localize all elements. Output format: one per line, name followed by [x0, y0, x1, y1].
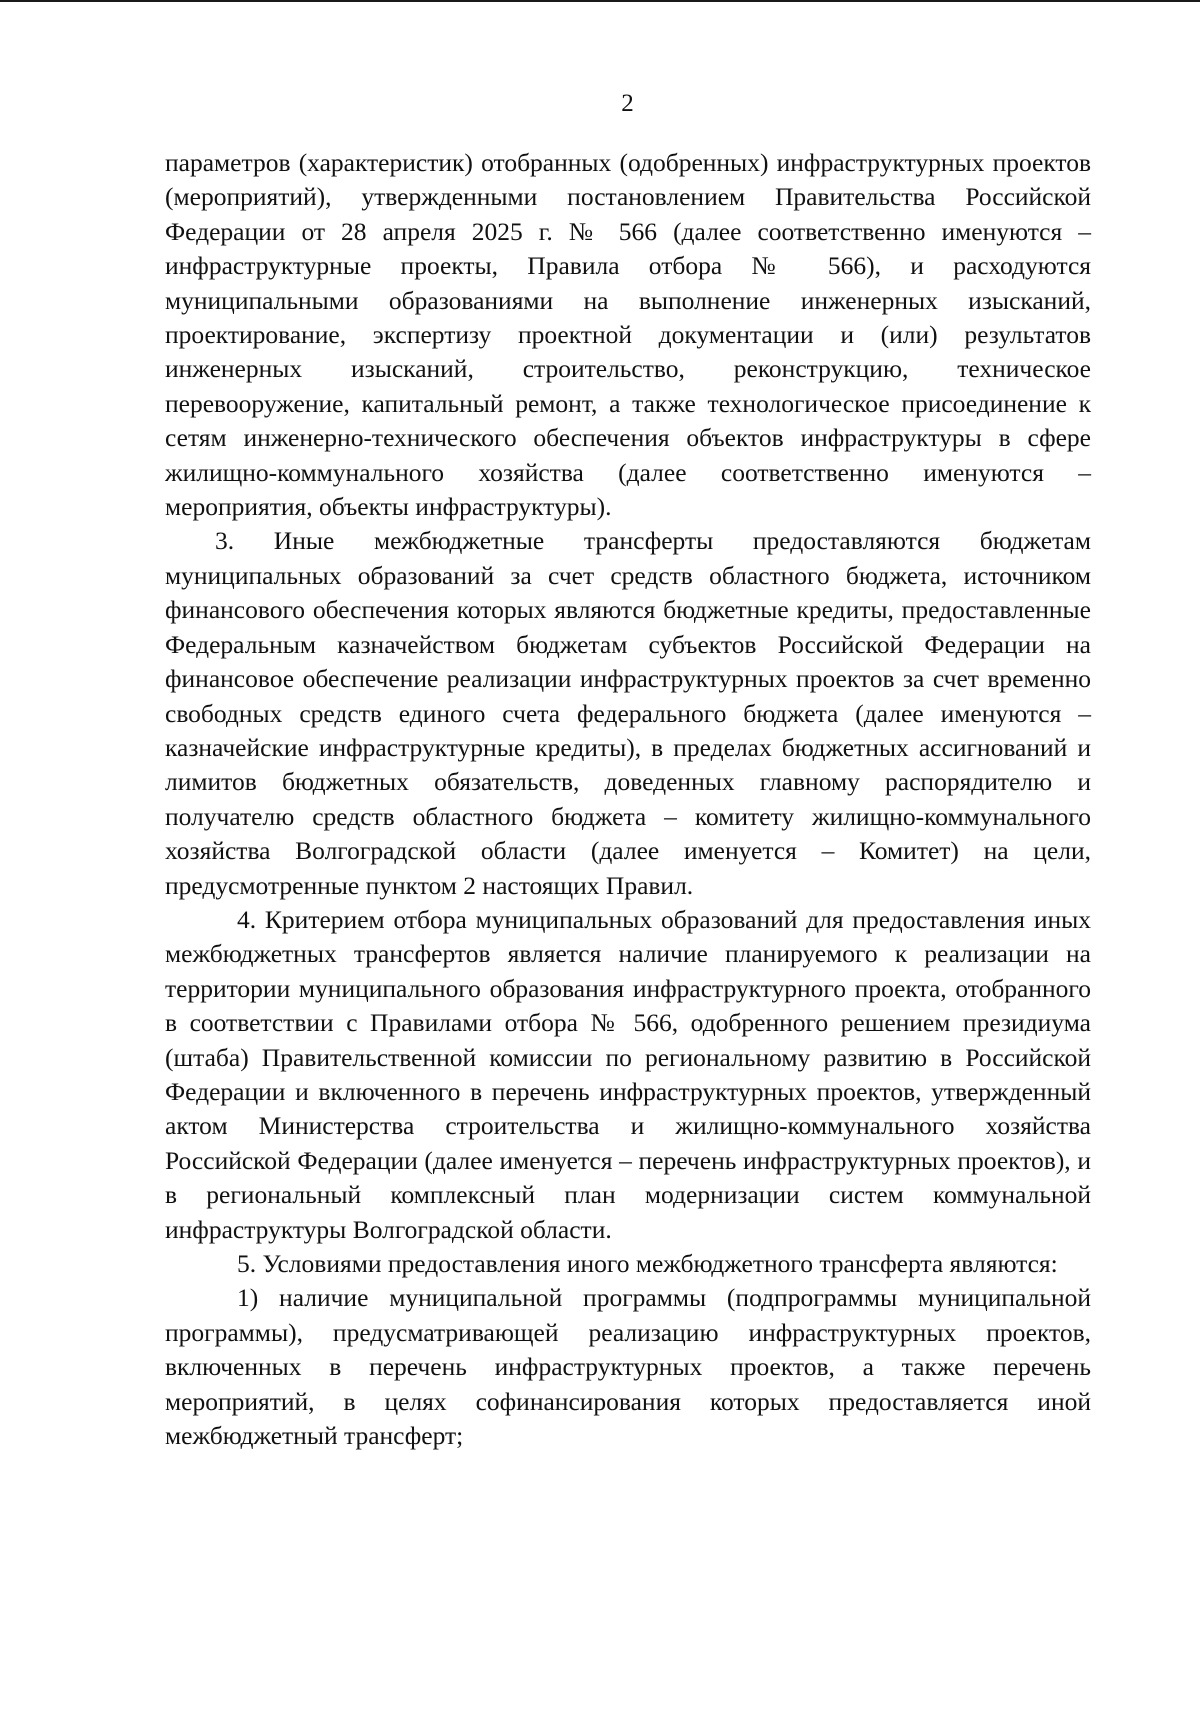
- paragraph-item-4: 4. Критерием отбора муниципальных образований для предоставления иных межбюджетных трансфертов является наличие планируемого к реализации на территории муниципального образования инфраструктурного проекта, отобранного в соответствии с Правилами отбора № 566, одобренного решением президиума (штаба) Правительственной комиссии по региональному развитию в Российской Федерации и включенного в перечень инфраструктурных проектов, утвержденный актом Министерства строительства и жилищно-коммунального хозяйства Российской Федерации (далее именуется – перечень инфраструктурных проектов), и в региональный комплексный план модернизации систем коммунальной инфраструктуры Волгоградской области.: [165, 904, 1091, 1244]
- paragraph-subitem-1: 1) наличие муниципальной программы (подпрограммы муниципальной программы), предусматривающей реализацию инфраструктурных проектов, включенных в перечень инфраструктурных проектов, а также перечень мероприятий, в целях софинансирования которых предоставляется иной межбюджетный трансферт;: [165, 1283, 1091, 1451]
- paragraph-item-5: 5. Условиями предоставления иного межбюджетного трансферта являются:: [237, 1249, 1058, 1278]
- document-body: [165, 146, 1091, 1453]
- paragraph-continuation: параметров (характеристик) отобранных (одобренных) инфраструктурных проектов (мероприятий), утвержденными постановлением Правительства Российской Федерации от 28 апреля 2025 г. № 566 (далее соответственно именуются – инфраструктурные проекты, Правила отбора № 566), и расходуются муниципальными образованиями на выполнение инженерных изысканий, проектирование, экспертизу проектной документации и (или) результатов инженерных изысканий, строительство, реконструкцию, техническое перевооружение, капитальный ремонт, а также технологическое присоединение к сетям инженерно-технического обеспечения объектов инфраструктуры в сфере жилищно-коммунального хозяйства (далее соответственно именуются – мероприятия, объекты инфраструктуры).: [165, 148, 1091, 522]
- page-number: 2: [621, 90, 634, 117]
- top-border-line: [0, 0, 1200, 2]
- paragraph-item-3: 3. Иные межбюджетные трансферты предоставляются бюджетам муниципальных образований за счет средств областного бюджета, источником финансового обеспечения которых являются бюджетные кредиты, предоставленные Федеральным казначейством бюджетам субъектов Российской Федерации на финансовое обеспечение реализации инфраструктурных проектов за счет временно свободных средств единого счета федерального бюджета (далее именуются – казначейские инфраструктурные кредиты), в пределах бюджетных ассигнований и лимитов бюджетных обязательств, доведенных главному распорядителю и получателю средств областного бюджета – комитету жилищно-коммунального хозяйства Волгоградской области (далее именуется – Комитет) на цели, предусмотренные пунктом 2 настоящих Правил.: [165, 526, 1091, 900]
